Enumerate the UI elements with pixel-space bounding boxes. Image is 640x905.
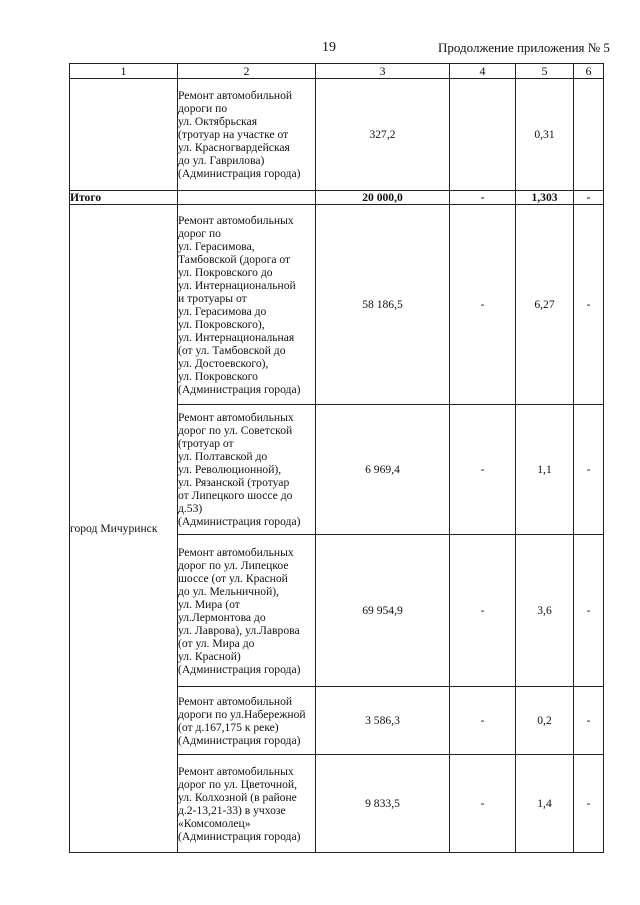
object-description: Ремонт автомобильных дорог по ул. Липецкое шоссе (от ул. Красной до ул. Мельничной), ул. Мира (от ул.Лермонтова до ул. Лаврова), ул.Лаврова (от ул. Мира до ул. Красной) (Администрация города) [178, 545, 301, 676]
cell-description [178, 205, 316, 405]
table-row [70, 205, 604, 405]
total-row [70, 191, 604, 205]
cell-description [178, 405, 316, 535]
cell-amount: 58 186,5 [316, 205, 450, 405]
object-description: Ремонт автомобильных дорог по ул. Цветочной, ул. Колхозной (в районе д.2-13,21-33) в учхозе «Комсомолец» (Администрация города) [178, 764, 301, 843]
cell-amount: 327,2 [316, 79, 450, 191]
cell-description [178, 687, 316, 755]
table-row [70, 79, 604, 191]
cell-col6: - [574, 405, 604, 535]
cell-length-km: 3,6 [516, 535, 574, 687]
column-number: 1 [70, 64, 178, 79]
total-col4: - [450, 191, 516, 205]
cell-col4 [450, 79, 516, 191]
cell-amount: 3 586,3 [316, 687, 450, 755]
road-repair-table [69, 63, 604, 853]
cell-description [178, 79, 316, 191]
cell-municipality [70, 79, 178, 191]
total-label: Итого [70, 191, 178, 205]
cell-description [178, 755, 316, 853]
column-number: 2 [178, 64, 316, 79]
appendix-continuation-label: Продолжение приложения № 5 [438, 40, 610, 55]
cell-length-km: 0,31 [516, 79, 574, 191]
total-amount: 20 000,0 [316, 191, 450, 205]
cell-amount: 9 833,5 [316, 755, 450, 853]
object-description: Ремонт автомобильной дороги по ул.Набережной (от д.167,175 к реке) (Администрация города) [178, 694, 306, 747]
cell-col6 [574, 79, 604, 191]
column-number: 6 [574, 64, 604, 79]
cell-col6: - [574, 205, 604, 405]
column-number: 3 [316, 64, 450, 79]
column-number: 5 [516, 64, 574, 79]
page-number: 19 [322, 40, 336, 55]
cell-amount: 69 954,9 [316, 535, 450, 687]
cell-col4: - [450, 535, 516, 687]
cell-length-km: 0,2 [516, 687, 574, 755]
cell-col4: - [450, 687, 516, 755]
total-length-km: 1,303 [516, 191, 574, 205]
object-description: Ремонт автомобильных дорог по ул. Герасимова, Тамбовской (дорога от ул. Покровского до ул. Интернациональной и тротуары от ул. Герасимова до ул. Покровского), ул. Интернациональная (от ул. Тамбовской до ул. Достоевского), ул. Покровского (Администрация города) [178, 213, 301, 396]
column-number-row [70, 64, 604, 79]
cell-col4: - [450, 405, 516, 535]
cell-col6: - [574, 535, 604, 687]
cell-col4: - [450, 755, 516, 853]
object-description: Ремонт автомобильных дорог по ул. Советской (тротуар от ул. Полтавской до ул. Революционной), ул. Рязанской (тротуар от Липецкого шоссе до д.53) (Администрация города) [178, 411, 301, 528]
cell-col6: - [574, 687, 604, 755]
cell-length-km: 6,27 [516, 205, 574, 405]
cell-col6: - [574, 755, 604, 853]
total-col6: - [574, 191, 604, 205]
cell-municipality: город Мичуринск [70, 205, 178, 853]
cell-length-km: 1,4 [516, 755, 574, 853]
object-description: Ремонт автомобильной дороги по ул. Октябрьская (тротуар на участке от ул. Красногвардейская до ул. Гаврилова) (Администрация города) [178, 89, 301, 180]
cell-description [178, 535, 316, 687]
column-number: 4 [450, 64, 516, 79]
cell-description [178, 191, 316, 205]
cell-length-km: 1,1 [516, 405, 574, 535]
cell-col4: - [450, 205, 516, 405]
cell-amount: 6 969,4 [316, 405, 450, 535]
